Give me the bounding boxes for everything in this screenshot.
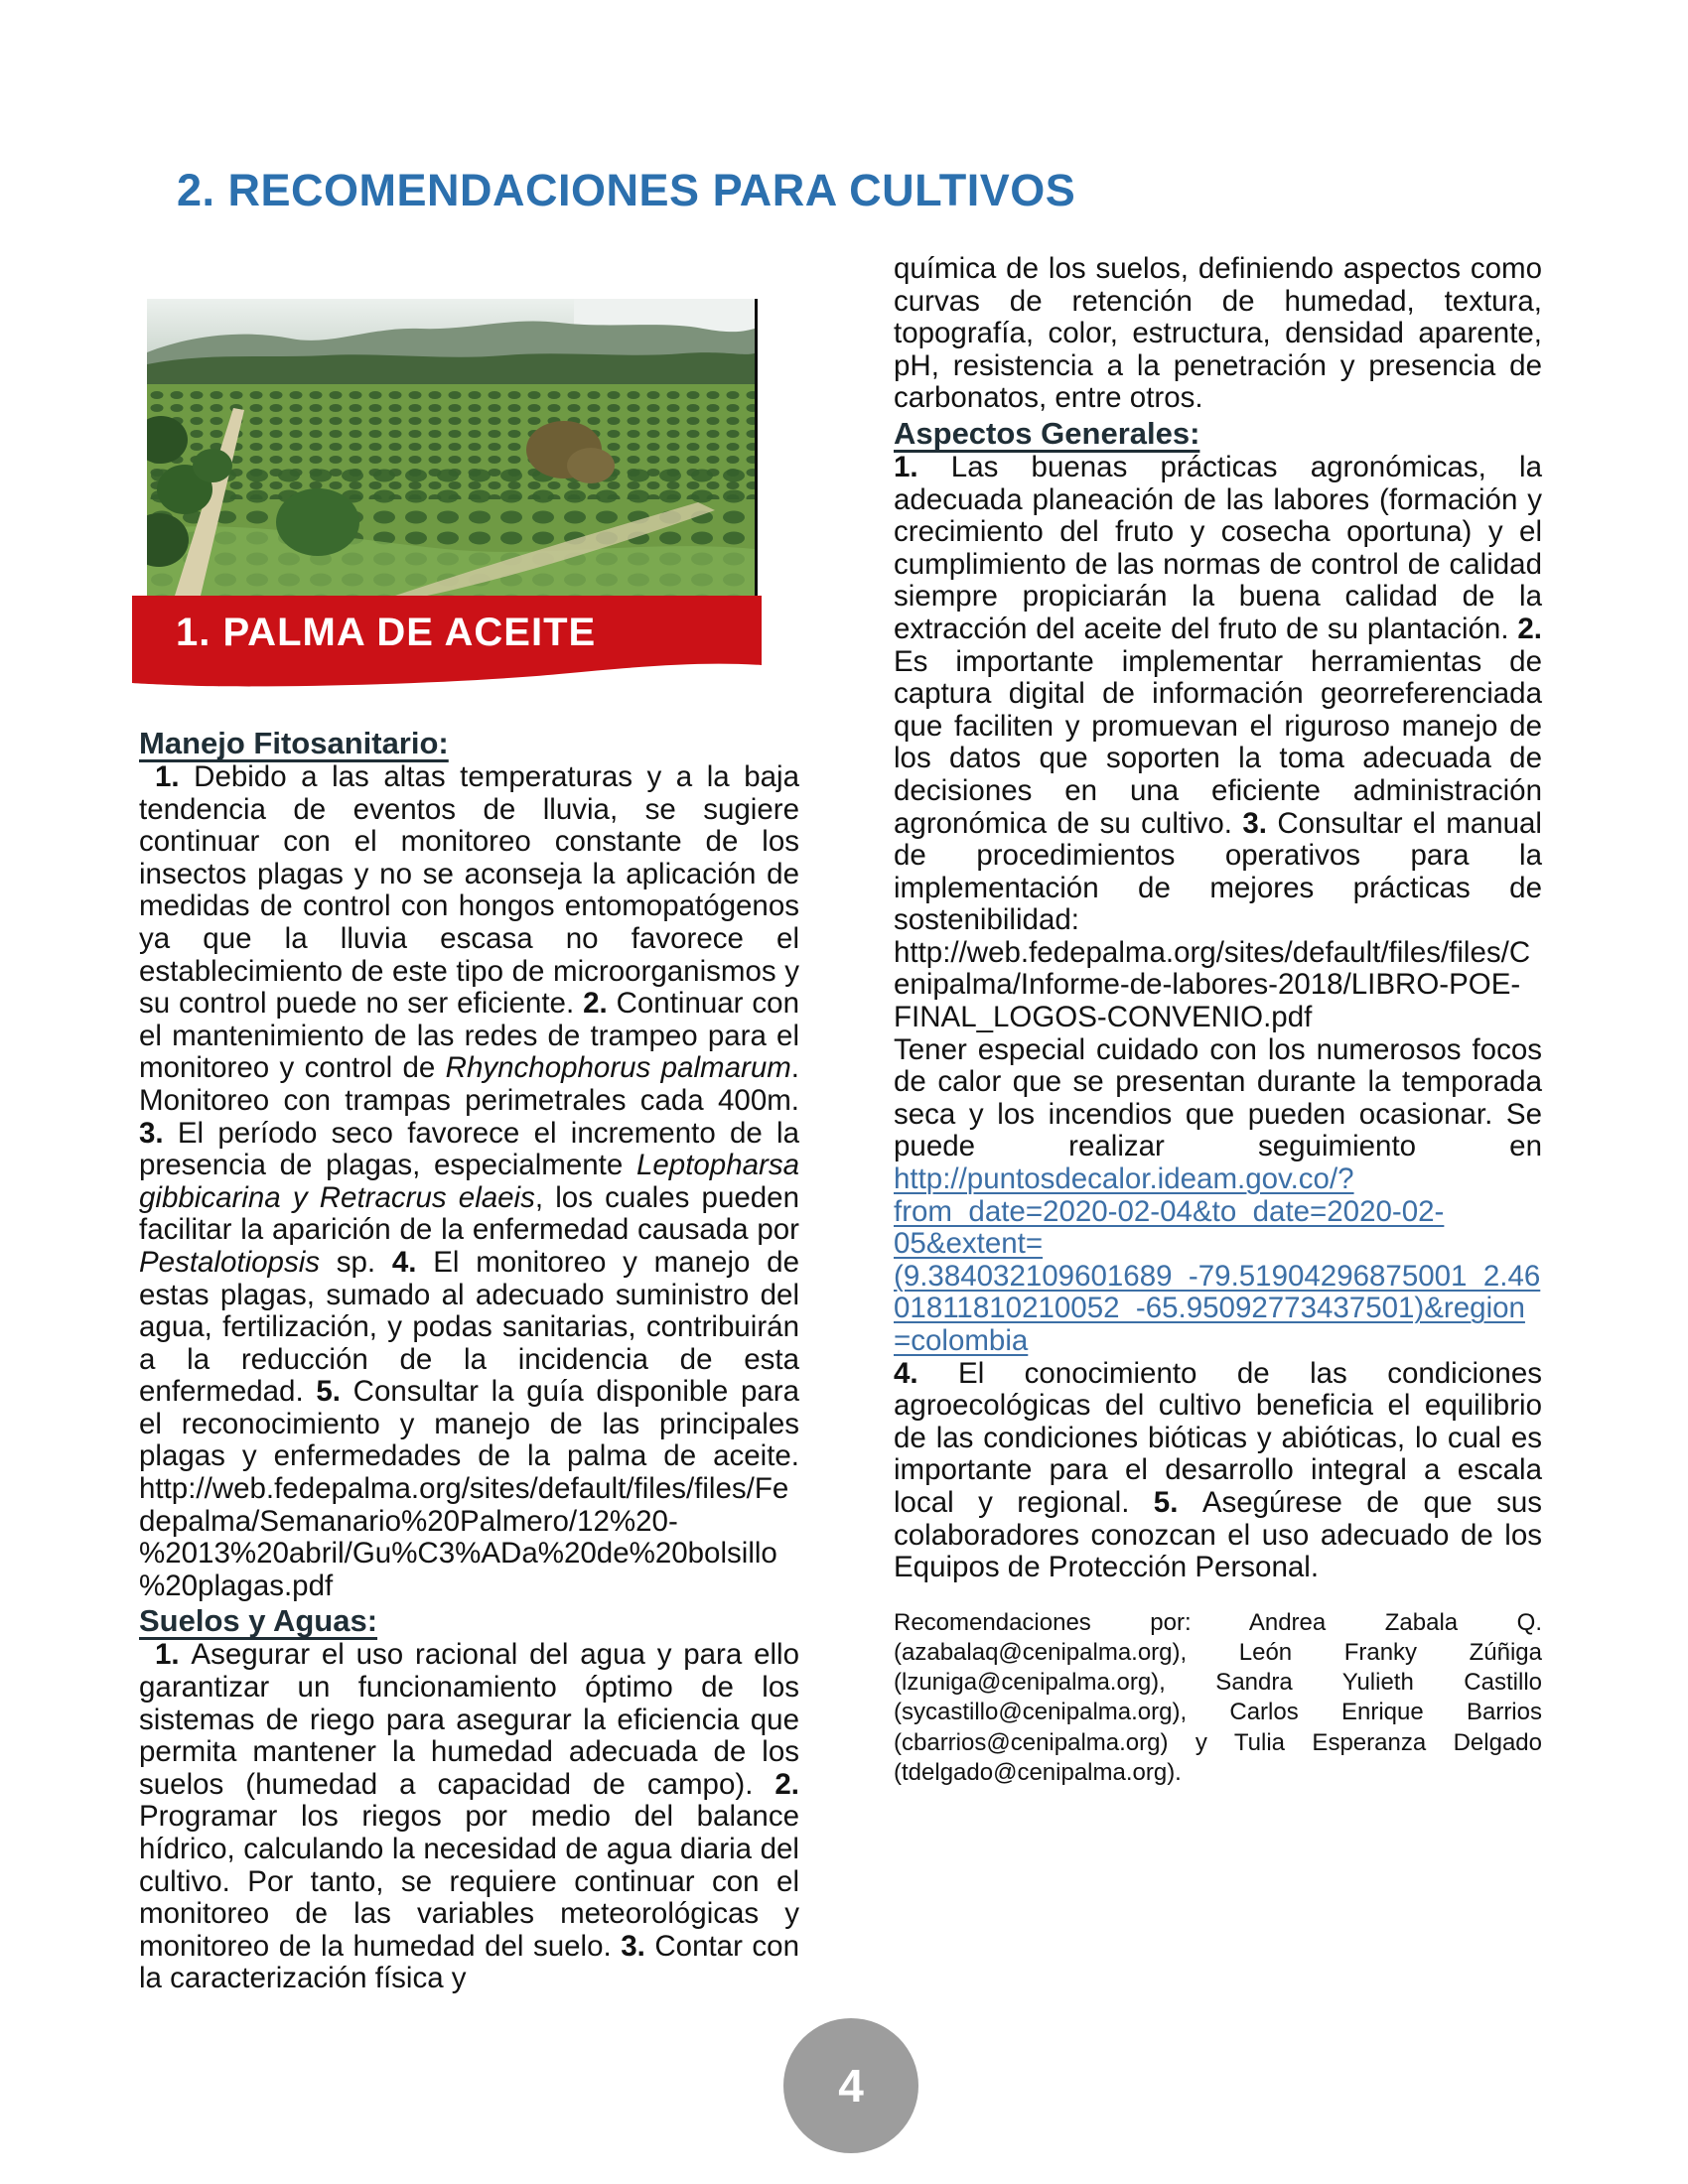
plantation-photo (147, 299, 758, 596)
crop-banner-label: 1. PALMA DE ACEITE (176, 611, 597, 654)
suelos-paragraph: 1. Asegurar el uso racional del agua y para ello garantizar un funcionamiento óptimo de los sistemas de riego para asegurar la eficiencia que permita mantener la humedad adecuada de los suelos (humedad a capacidad de campo). 2. Programar los riegos por medio del balance hídrico, calculando la necesidad de agua diaria del cultivo. Por tanto, se requiere continuar con el monitoreo de las variables meteorológicas y monitoreo de la humedad del suelo. 3. Contar con la caracterización física y (139, 1638, 799, 1995)
recommendations-credits: Recomendaciones por: Andrea Zabala Q. (azabalaq@cenipalma.org), León Franky Zúñiga (lzuniga@cenipalma.org), Sandra Yulieth Castillo (sycastillo@cenipalma.org), Carlos Enrique Barrios (cbarrios@cenipalma.org) y Tulia Esperanza Delgado (tdelgado@cenipalma.org). (894, 1608, 1542, 1786)
suelos-continuation-paragraph: química de los suelos, definiendo aspectos como curvas de retención de humedad, textura, topografía, color, estructura, densidad aparente, pH, resistencia a la penetración y presencia de carbonatos, entre otros. (894, 252, 1542, 415)
page-number-badge (783, 2018, 918, 2153)
fitosanitario-paragraph: 1. Debido a las altas temperaturas y a la baja tendencia de eventos de lluvia, se sugiere continuar con el monitoreo constante de los insectos plagas y no se aconseja la aplicación de medidas de control con hongos entomopatógenos ya que la lluvia escasa no favorece el establecimiento de este tipo de microorganismos y su control puede no ser eficiente. 2. Continuar con el mantenimiento de las redes de trampeo para el monitoreo y control de Rhynchophorus palmarum. Monitoreo con trampas perimetrales cada 400m. 3. El período seco favorece el incremento de la presencia de plagas, especialmente Leptopharsa gibbicarina y Retracrus elaeis, los cuales pueden facilitar la aparición de la enfermedad causada por Pestalotiopsis sp. 4. El monitoreo y manejo de estas plagas, sumado al adecuado suministro del agua, fertilización, y podas sanitarias, contribuirán a la reducción de la incidencia de esta enfermedad. 5. Consultar la guía disponible para el reconocimiento y manejo de las principales plagas y enfermedades de la palma de aceite. http://web.fedepalma.org/sites/default/files/files/Fedepalma/Semanario%20Palmero/12%20-%2013%20abril/Gu%C3%ADa%20de%20bolsillo%20plagas.pdf (139, 760, 799, 1602)
plantation-photo-art (147, 299, 755, 596)
heading-manejo-fitosanitario: Manejo Fitosanitario: (139, 726, 449, 760)
left-column (139, 725, 799, 1995)
page-title: 2. RECOMENDACIONES PARA CULTIVOS (177, 165, 1076, 215)
heat-spots-link[interactable]: http://puntosdecalor.ideam.gov.co/?from_date=2020-02-04&to_date=2020-02-05&extent=(9.384032109601689_-79.51904296875001_2.4601811810210052_-65.95092773437501)&region=colombia (894, 1162, 1541, 1357)
heading-suelos-y-aguas: Suelos y Aguas: (139, 1603, 378, 1639)
heading-aspectos-generales: Aspectos Generales: (894, 415, 1200, 451)
right-column (894, 253, 1542, 1812)
condiciones-paragraph: 4. El conocimiento de las condiciones agroecológicas del cultivo beneficia el equilibrio de las condiciones bióticas y abióticas, lo cual es importante para el desarrollo integral a escala local y regional. 5. Asegúrese de que sus colaboradores conozcan el uso adecuado de los Equipos de Protección Personal. (894, 1356, 1542, 1584)
page-number: 4 (838, 2060, 864, 2112)
focos-de-calor-paragraph: Tener especial cuidado con los numerosos focos de calor que se presentan durante la temporada seca y los incendios que pueden ocasionar. Se puede realizar seguimiento en http://puntosdecalor.ideam.gov.co/?from_date=2020-02-04&to_date=2020-02-05&extent=(9.384032109601689_-79.51904296875001_2.4601811810210052_-65.95092773437501)&region=colombia (894, 1032, 1542, 1357)
crop-banner (132, 596, 762, 690)
aspectos-paragraph: 1. Las buenas prácticas agronómicas, la adecuada planeación de las labores (formación y crecimiento del fruto y cosecha oportuna) y el cumplimiento de las normas de control de calidad siempre propiciarán la buena calidad de la extracción del aceite del fruto de su plantación. 2. Es importante implementar herramientas de captura digital de información georreferenciada que faciliten y promuevan el riguroso manejo de los datos que soporten la toma adecuada de decisiones en una eficiente administración agronómica de su cultivo. 3. Consultar el manual de procedimientos operativos para la implementación de mejores prácticas de sostenibilidad: http://web.fedepalma.org/sites/default/files/files/Cenipalma/Informe-de-labores-2018/LIBRO-POE-FINAL_LOGOS-CONVENIO.pdf (894, 450, 1542, 1034)
